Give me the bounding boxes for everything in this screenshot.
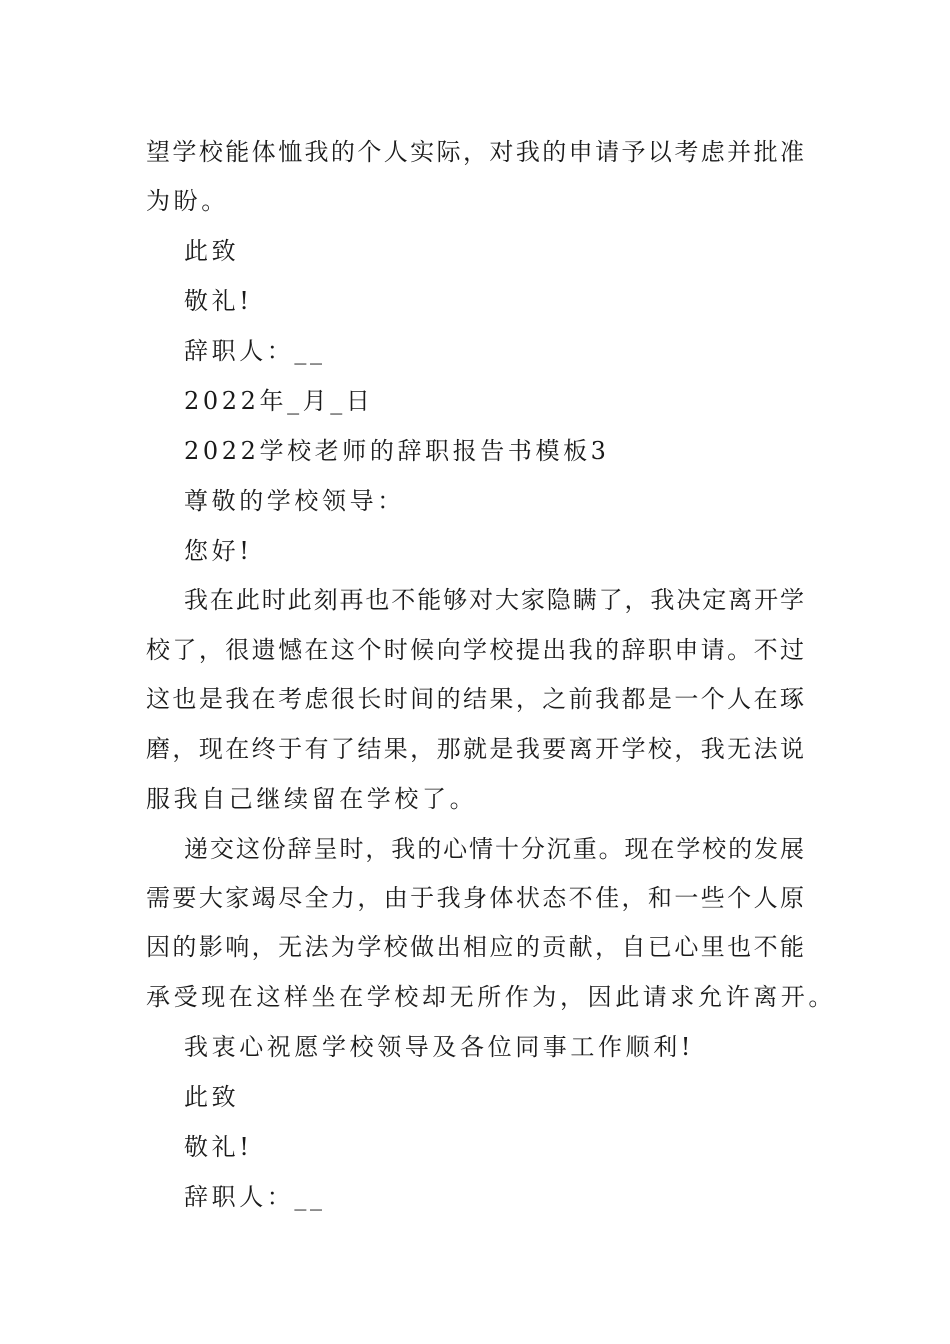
section-title: 2022学校老师的辞职报告书模板3 — [184, 437, 610, 465]
hello-line: 您好! — [184, 537, 253, 565]
greeting-line: 尊敬的学校领导： — [184, 487, 405, 515]
text-line: 为盼。 — [146, 187, 229, 215]
signature-line: 辞职人：__ — [184, 1183, 326, 1211]
paragraph-line: 递交这份辞呈时，我的心情十分沉重。现在学校的发展 — [184, 835, 804, 863]
paragraph-line: 需要大家竭尽全力，由于我身体状态不佳，和一些个人原 — [146, 884, 804, 912]
signature-line: 辞职人：__ — [184, 337, 326, 365]
date-line: 2022年_月_日 — [184, 387, 374, 415]
paragraph-line: 这也是我在考虑很长时间的结果，之前我都是一个人在琢 — [146, 685, 804, 713]
text-line: 望学校能体恤我的个人实际，对我的申请予以考虑并批准 — [146, 138, 804, 166]
wishes-line: 我衷心祝愿学校领导及各位同事工作顺利! — [184, 1033, 695, 1061]
closing-salutation: 此致 — [184, 237, 240, 265]
closing-regards: 敬礼! — [184, 1133, 253, 1161]
paragraph-line: 因的影响，无法为学校做出相应的贡献，自已心里也不能 — [146, 933, 804, 961]
closing-salutation: 此致 — [184, 1083, 240, 1111]
paragraph-line: 我在此时此刻再也不能够对大家隐瞒了，我决定离开学 — [184, 586, 804, 614]
paragraph-line: 磨，现在终于有了结果，那就是我要离开学校，我无法说 — [146, 735, 804, 763]
paragraph-line: 承受现在这样坐在学校却无所作为，因此请求允许离开。 — [146, 983, 836, 1011]
closing-regards: 敬礼! — [184, 287, 253, 315]
paragraph-line: 服我自己继续留在学校了。 — [146, 785, 478, 813]
paragraph-line: 校了，很遗憾在这个时候向学校提出我的辞职申请。不过 — [146, 636, 804, 664]
